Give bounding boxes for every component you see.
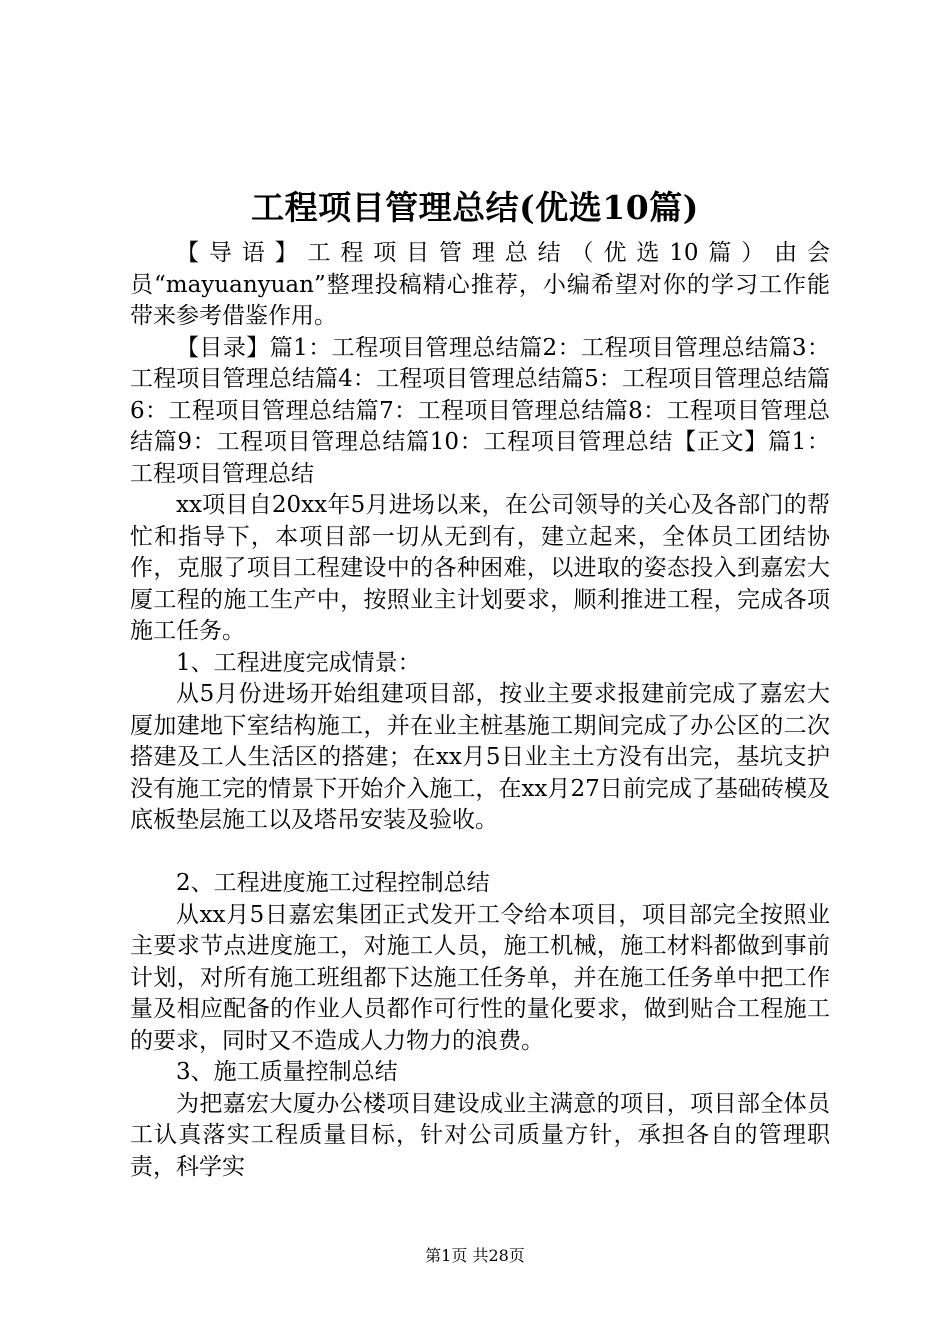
- body-paragraph: 为把嘉宏大厦办公楼项目建设成业主满意的项目，项目部全体员工认真落实工程质量目标，针对公司质量方针，承担各自的管理职责，科学实: [130, 1090, 830, 1180]
- document-body: [130, 238, 830, 1183]
- page-number-footer: 第1页 共28页: [425, 1246, 525, 1265]
- body-paragraph: 从5月份进场开始组建项目部，按业主要求报建前完成了嘉宏大厦加建地下室结构施工，并在业主桩基施工期间完成了办公区的二次搭建及工人生活区的搭建；在xx月5日业主土方没有出完，基坑支护没有施工完的情景下开始介入施工，在xx月27日前完成了基础砖模及底板垫层施工以及塔吊安装及验收。: [130, 681, 830, 833]
- toc-paragraph: 【目录】篇1：工程项目管理总结篇2：工程项目管理总结篇3：工程项目管理总结篇4：工程项目管理总结篇5：工程项目管理总结篇6：工程项目管理总结篇7：工程项目管理总结篇8：工程项目管理总结篇9：工程项目管理总结篇10：工程项目管理总结【正文】篇1：工程项目管理总结: [130, 334, 830, 487]
- section-heading: 3、施工质量控制总结: [176, 1059, 398, 1085]
- section-heading: 2、工程进度施工过程控制总结: [176, 870, 490, 896]
- body-paragraph: xx项目自20xx年5月进场以来，在公司领导的关心及各部门的帮忙和指导下，本项目部一切从无到有，建立起来，全体员工团结协作，克服了项目工程建设中的各种困难，以进取的姿态投入到嘉宏大厦工程的施工生产中，按照业主计划要求，顺利推进工程，完成各项施工任务。: [130, 492, 830, 644]
- intro-paragraph: 【导语】工程项目管理总结（优选10篇）由会员“mayuanyuan”整理投稿精心推荐，小编希望对你的学习工作能带来参考借鉴作用。: [130, 240, 830, 329]
- document-title: 工程项目管理总结(优选10篇): [251, 188, 699, 227]
- section-heading: 1、工程进度完成情景：: [176, 649, 421, 676]
- body-paragraph: 从xx月5日嘉宏集团正式发开工令给本项目，项目部完全按照业主要求节点进度施工，对施工人员，施工机械，施工材料都做到事前计划，对所有施工班组都下达施工任务单，并在施工任务单中把工作量及相应配备的作业人员都作可行性的量化要求，做到贴合工程施工的要求，同时又不造成人力物力的浪费。: [130, 901, 830, 1054]
